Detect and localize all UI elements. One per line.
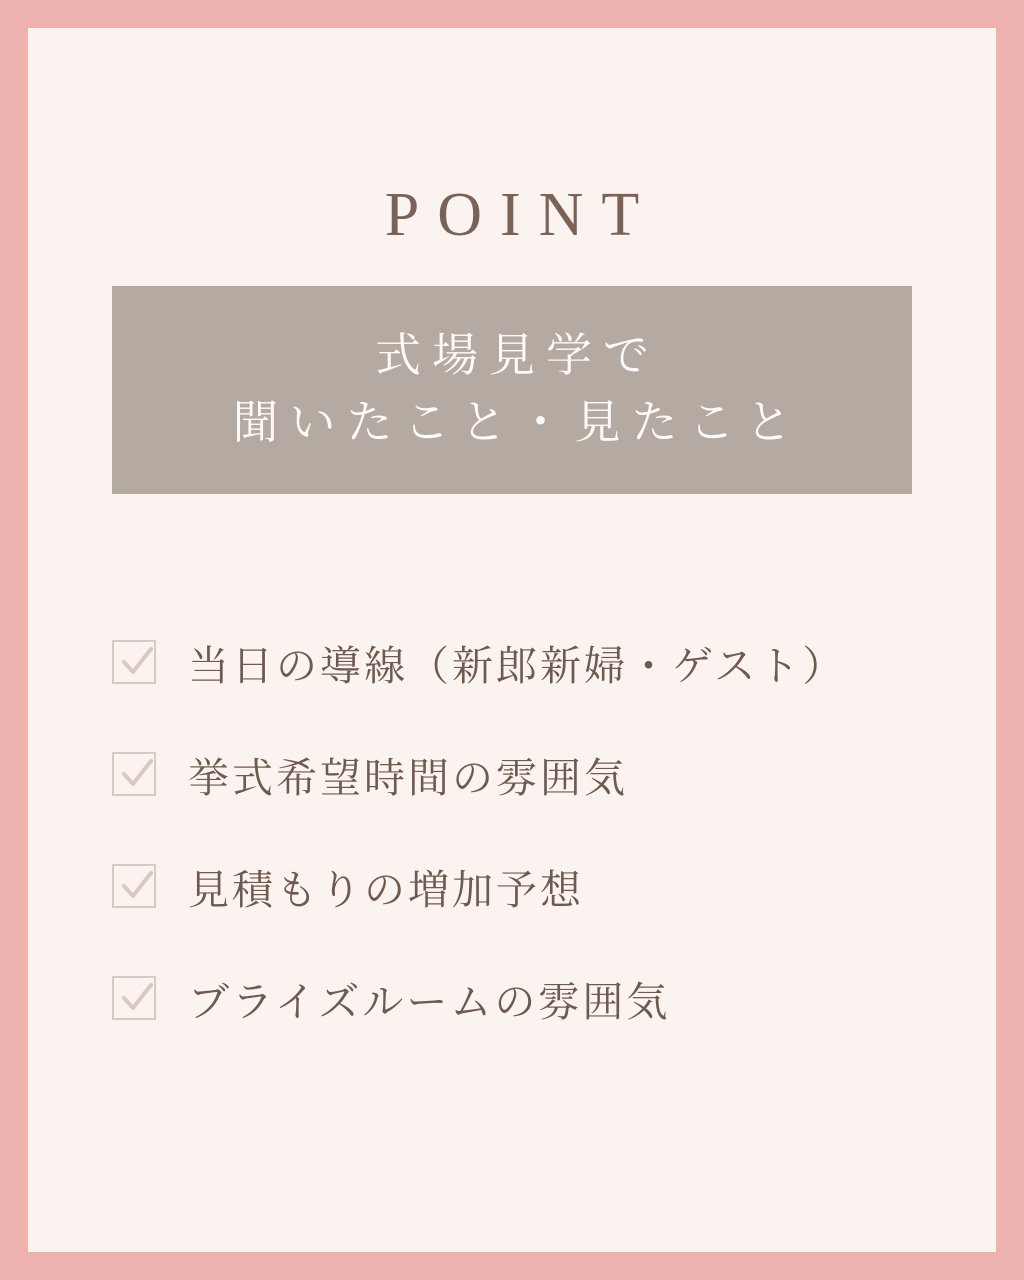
headline-line-2: 聞いたこと・見たこと (232, 397, 803, 448)
list-item (112, 606, 932, 718)
checklist (112, 606, 932, 1054)
page-title: POINT (384, 181, 658, 249)
checkbox-checked-icon (112, 640, 156, 684)
list-item (112, 830, 932, 942)
list-item-label: 見積もりの増加予想 (188, 866, 584, 913)
list-item-label: 挙式希望時間の雰囲気 (188, 754, 628, 801)
checkbox-checked-icon (112, 864, 156, 908)
headline-banner (112, 286, 912, 494)
list-item (112, 718, 932, 830)
list-item (112, 942, 932, 1054)
list-item-label: ブライズルームの雰囲気 (188, 978, 671, 1025)
headline-line-1: 式場見学で (375, 330, 660, 382)
content-card (28, 28, 996, 1252)
list-item-label: 当日の導線（新郎新婦・ゲスト） (188, 642, 847, 689)
checkbox-checked-icon (112, 752, 156, 796)
checkbox-checked-icon (112, 976, 156, 1020)
